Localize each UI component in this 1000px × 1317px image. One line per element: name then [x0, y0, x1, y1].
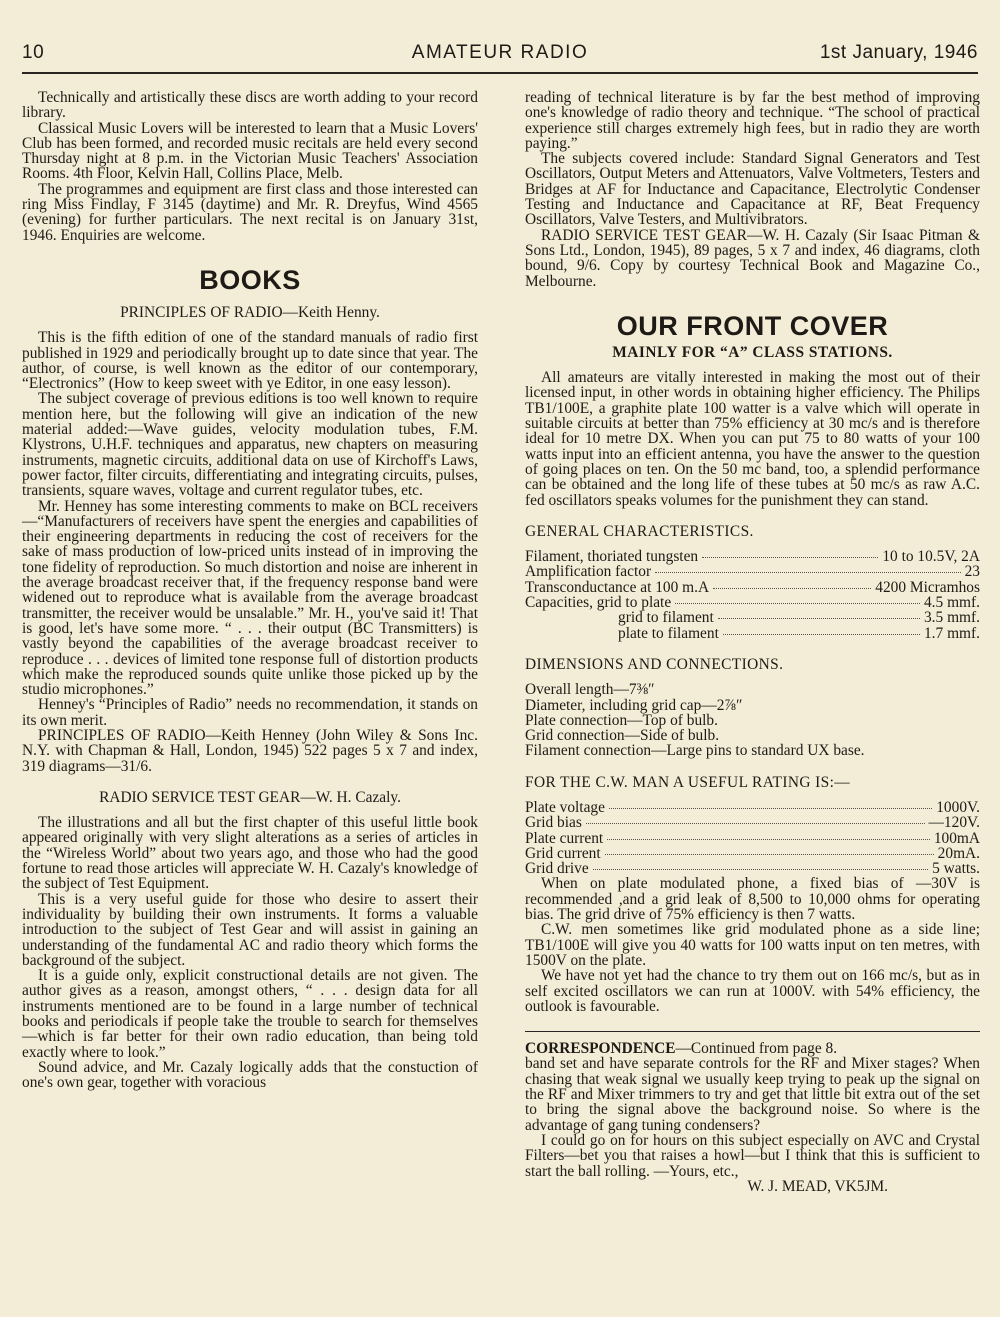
rating-label: Grid bias — [525, 814, 582, 832]
front-cover-subhead: MAINLY FOR “A” CLASS STATIONS. — [612, 343, 893, 361]
front-cover-heading: OUR FRONT COVER — [616, 310, 889, 341]
books-heading: BOOKS — [199, 264, 301, 295]
spec-row — [525, 580, 980, 595]
cw-rating-heading: FOR THE C.W. MAN A USEFUL RATING IS:— — [525, 773, 851, 791]
spec-row — [525, 564, 980, 579]
spec-value: 23 — [964, 563, 980, 581]
rating-value: 20mA. — [937, 844, 980, 862]
rating-row — [525, 815, 980, 830]
book1-paragraph: PRINCIPLES OF RADIO—Keith Henney (John Wiley & Sons Inc. N.Y. with Chapman & Hall, London, 1945) 522 pages 5 x 7 and index, 319 diagrams—31/6. — [22, 726, 478, 775]
book2-subhead: RADIO SERVICE TEST GEAR—W. H. Cazaly. — [99, 788, 401, 806]
rating-value: 1000V. — [936, 798, 980, 816]
spec-label: Transconductance at 100 m.A — [525, 578, 710, 596]
spec-row — [525, 626, 980, 641]
spec-label: plate to filament — [618, 624, 719, 642]
continuation-paragraph: The subjects covered include: Standard Signal Generators and Test Oscillators, Output Meters and Attenuators, Valve Voltmeters, Testers and Bridges at AF for Inductance and Capacitance, Electrolytic Condenser Testing and Inductance and Capacitance at RF, Beat Frequency Oscillators, Valve Testers, and Multivibrators. — [525, 150, 980, 229]
rating-value: 100mA — [933, 829, 980, 847]
book1-subhead: PRINCIPLES OF RADIO—Keith Henny. — [120, 303, 380, 321]
page-number: 10 — [22, 42, 45, 63]
book2-paragraph: The illustrations and all but the first chapter of this useful little book appeared originally with very slight alterations as a series of articles in the “Wireless World” about two years ago, and those who had the good fortune to read those articles will appreciate W. H. Cazaly's knowledge of the subject of Test Equipment. — [22, 814, 478, 893]
spec-row — [525, 549, 980, 564]
intro-paragraph: Classical Music Lovers will be interested to learn that a Music Lovers' Club has been formed, and recorded music recitals are held every second Thursday night at 8 p.m. in the Victorian Music Teachers' Association Rooms. 4th Floor, Kelvin Hall, Collins Place, Melb. — [22, 119, 478, 183]
correspondence-signature: W. J. MEAD, VK5JM. — [747, 1177, 888, 1195]
spec-row — [525, 610, 980, 625]
right-column — [525, 90, 980, 1194]
intro-paragraph: Technically and artistically these discs are worth adding to your record library. — [22, 89, 478, 122]
dimension-line: Overall length—7⅜″ — [525, 681, 655, 699]
rating-value: —120V. — [928, 814, 980, 832]
spec-label: Capacities, grid to plate — [525, 594, 672, 612]
general-characteristics-heading: GENERAL CHARACTERISTICS. — [525, 522, 754, 540]
dimensions-heading: DIMENSIONS AND CONNECTIONS. — [525, 655, 784, 673]
dimension-line: Grid connection—Side of bulb. — [525, 727, 720, 745]
continuation-paragraph: reading of technical literature is by far the best method of improving one's knowledge of radio theory and technique. “The school of practical experience still charges extremely high fees, but in radio they are worth paying.” — [525, 89, 980, 152]
spec-label: grid to filament — [618, 609, 714, 627]
spec-label: Amplification factor — [525, 563, 652, 581]
magazine-title: AMATEUR RADIO — [411, 42, 589, 63]
dimension-line: Filament connection—Large pins to standard UX base. — [525, 742, 865, 760]
rating-row — [525, 831, 980, 846]
rating-row — [525, 846, 980, 861]
spec-value: 3.5 mmf. — [923, 609, 980, 627]
intro-paragraph: The programmes and equipment are first class and those interested can ring Miss Findlay, F 3145 (daytime) and Mr. R. Dreyfus, Wind 4565 (evening) for further particulars. The next recital is on January 31st, 1946. Enquiries are welcome. — [22, 180, 478, 244]
dimension-line: Diameter, including grid cap—2⅞″ — [525, 696, 743, 714]
rating-value: 5 watts. — [932, 860, 980, 878]
book1-paragraph: Henney's “Principles of Radio” needs no recommendation, it stands on its own merit. — [22, 696, 478, 729]
rating-label: Grid current — [525, 844, 601, 862]
correspondence-heading — [525, 1041, 980, 1056]
cw-paragraph: We have not yet had the chance to try them out on 166 mc/s, but as in self excited oscillators we can run at 1000V. with 54% efficiency, the outlook is favourable. — [525, 967, 980, 1015]
book1-paragraph: The subject coverage of previous editions is too well known to require mention here, but the following will give an indication of the new material added:—Wave guides, velocity modulation tubes, F.M. Klystrons, U.H.F. techniques and apparatus, new chapters on measuring instruments, magnetic circuits, additional data on use of Kirchoff's Laws, power factor, filter circuits, differentiating and integrating circuits, pulses, transients, square waves, voltage and current regulator tubes, etc. — [22, 390, 478, 500]
front-cover-paragraph: All amateurs are vitally interested in making the most out of their licensed input, in other words in obtaining higher efficiency. The Philips TB1/100E, a graphite plate 100 watter is a valve which will operate in suitable circuits at better than 75% efficiency at 30 mc/s and is therefore ideal for 10 metre DX. When you can put 75 to 80 watts of your 100 watts input into an efficient antenna, you have the answer to the question of going places on ten. On the 50 mc band, too, a splendid performance can be obtained and the long life of these tubes at 50 mc/s as raw A.C. fed oscillators speaks volumes for the punishment they can stand. — [525, 369, 980, 509]
correspondence-paragraph: band set and have separate controls for the RF and Mixer stages? When chasing that weak signal we usually keep trying to peak up the signal on the RF and Mixer trimmers to try and get that little bit extra out of the set to bring the signal above the background noise. So where is the advantage of gang tuning condensers? — [525, 1055, 980, 1134]
issue-date: 1st January, 1946 — [819, 42, 978, 63]
rating-row — [525, 800, 980, 815]
continuation-paragraph: RADIO SERVICE TEST GEAR—W. H. Cazaly (Sir Isaac Pitman & Sons Ltd., London, 1945), 89 pages, 5 x 7 and index, 46 diagrams, cloth bound, 9/6. Copy by courtesy Technical Book and Magazine Co., Melbourne. — [525, 226, 980, 290]
header-rule — [22, 72, 978, 74]
cw-paragraph: When on plate modulated phone, a fixed bias of —30V is recommended ,and a grid leak of 8,500 to 10,000 ohms for operating bias. The grid drive of 75% efficiency is then 7 watts. — [525, 875, 980, 924]
book1-paragraph: Mr. Henney has some interesting comments to make on BCL receivers—“Manufacturers of receivers have spent the energies and capabilities of their engineering departments in reducing the cost of receivers for the sake of mass production of low-priced units instead of in improving the tone fidelity of reproduction. So much distortion and noise are inherent in the average broadcast receiver that, if the frequency response band were widened out to reproduce what is available from the average broadcast transmitter, the receiver would be unsalable.” Mr. H., you've said it! That is good, let's have some more. “ . . . their output (BC Transmitters) is vastly beyond the capabilities of the average broadcast receiver to reproduce . . . devices of limited tone response full of distortion products which make the reproduced sounds quite unlike those picked up by the studio microphones.” — [22, 497, 478, 699]
correspondence-continued: —Continued from page 8. — [675, 1040, 838, 1058]
left-column — [22, 90, 478, 1091]
book1-paragraph: This is the fifth edition of one of the standard manuals of radio first published in 1929 and periodically brought up to date since that year. The author, of course, is well known as the editor of our contemporary, “Electronics” (How to keep sweet with ye Editor, in one easy lesson). — [22, 329, 478, 393]
rating-label: Plate current — [525, 829, 604, 847]
correspondence-paragraph: I could go on for hours on this subject especially on AVC and Crystal Filters—bet you that raises a howl—but I think that this is sufficient to start the ball rolling. —Yours, etc., — [525, 1131, 980, 1180]
dimension-line: Plate connection—Top of bulb. — [525, 711, 718, 729]
correspondence-label: CORRESPONDENCE — [525, 1040, 676, 1058]
book2-paragraph: Sound advice, and Mr. Cazaly logically adds that the constuction of one's own gear, together with voracious — [22, 1058, 478, 1092]
spec-value: 4200 Micramhos — [875, 578, 980, 596]
rating-row — [525, 861, 980, 876]
correspondence-rule — [525, 1031, 980, 1032]
spec-value: 10 to 10.5V, 2A — [882, 548, 980, 566]
spec-value: 1.7 mmf. — [923, 624, 980, 642]
cw-paragraph: C.W. men sometimes like grid modulated phone as a side line; TB1/100E will give you 40 watts for 100 watts input on ten metres, with 1500V on the plate. — [525, 921, 980, 969]
book2-paragraph: It is a guide only, explicit constructional details are not given. The author gives as a reason, amongst others, “ . . . design data for all instruments mentioned are to be found in a large number of technical books and periodicals if people take the trouble to search for themselves—which is far better for their own radio education, than being told exactly where to look.” — [22, 967, 478, 1061]
rating-label: Grid drive — [525, 860, 589, 878]
rating-label: Plate voltage — [525, 798, 605, 816]
spec-label: Filament, thoriated tungsten — [525, 548, 699, 566]
spec-value: 4.5 mmf. — [923, 594, 980, 612]
page-header — [22, 42, 978, 70]
spec-row — [525, 595, 980, 610]
book2-paragraph: This is a very useful guide for those who desire to assert their individuality by building their own instruments. It forms a valuable introduction to the subject of Test Gear and will assist in gaining an understanding of the fundamental AC and radio theory which forms the background of the subject. — [22, 890, 478, 969]
